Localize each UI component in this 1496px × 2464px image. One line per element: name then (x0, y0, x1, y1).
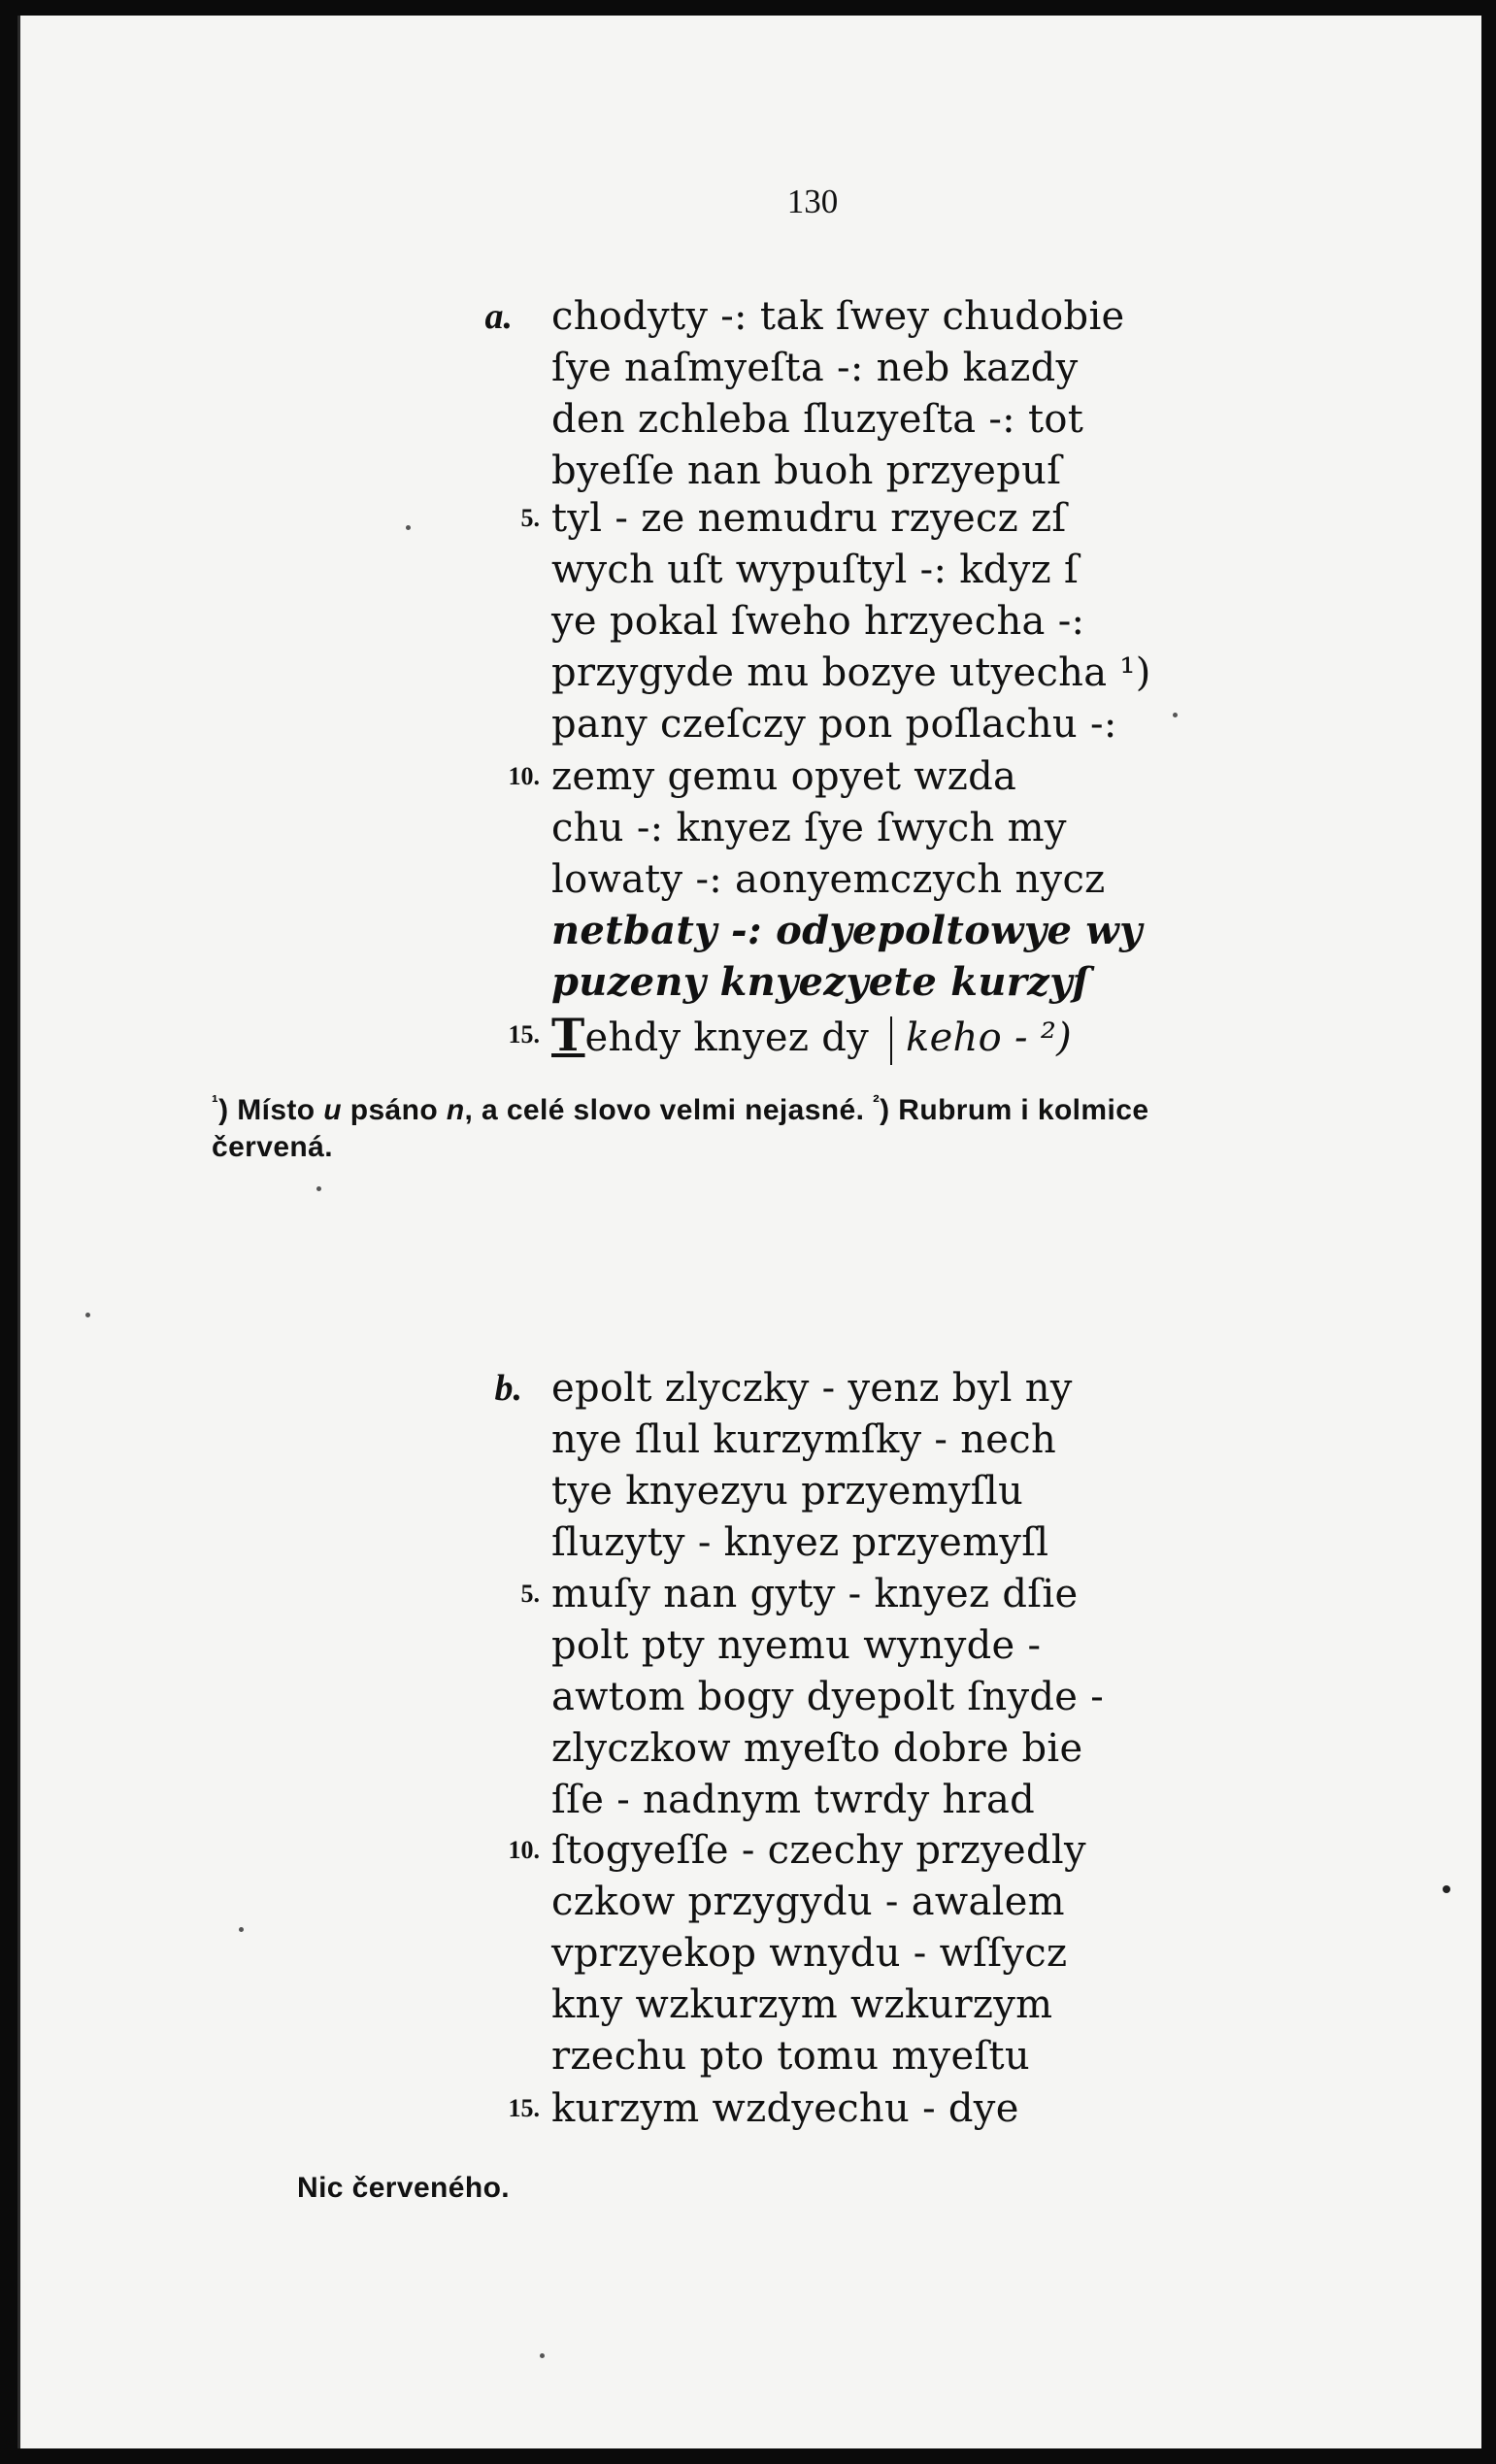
footnote-marker-1: ¹ (212, 1092, 219, 1114)
text-line: byeſſe nan buoh przyepuſ (551, 449, 1062, 493)
footnote-marker-2: ² (873, 1092, 881, 1114)
text-line: pany czeſczy pon poſlachu -: (551, 702, 1117, 747)
text-line: tye knyezyu przyemyſlu (551, 1469, 1024, 1514)
section-b-label: b. (494, 1368, 522, 1409)
text-line: zlyczkow myeſto dobre bie (551, 1726, 1083, 1771)
text-line: zemy gemu opyet wzda (551, 754, 1017, 799)
speck (1443, 1885, 1450, 1893)
section-b-note: Nic červeného. (297, 2172, 511, 2204)
footnote-text: , a celé slovo velmi nejasné. (464, 1094, 874, 1126)
text-line: chodyty -: tak ſwey chudobie (551, 294, 1125, 339)
text-line-rubric (551, 1010, 1072, 1060)
text-line: rzechu pto tomu myeſtu (551, 2034, 1030, 2079)
speck (85, 1313, 90, 1317)
speck (540, 2353, 545, 2358)
footnote-italic-u: u (323, 1094, 342, 1126)
text-line: ye pokal ſweho hrzyecha -: (551, 599, 1085, 644)
footnote-text: ) Místo (218, 1094, 324, 1126)
text-line: lowaty -: aonyemczych nycz (551, 857, 1106, 902)
text-line: muſy nan gyty - knyez dſie (551, 1572, 1079, 1616)
line-number-5: 5. (520, 1580, 540, 1608)
line-number-15: 15. (508, 2094, 540, 2122)
text-line: netbaty -: odyepoltowye wy (551, 908, 1143, 953)
text-line: tyl - ze nemudru rzyecz zſ (551, 496, 1067, 541)
text-line: ſtogyeſſe - czechy przyedly (551, 1828, 1086, 1873)
text-line: czkow przygydu - awalem (551, 1880, 1065, 1924)
text-line: awtom bogy dyepolt ſnyde - (551, 1675, 1105, 1719)
text-line: kny wzkurzym wzkurzym (551, 1982, 1053, 2027)
text-line: ſluzyty - knyez przyemyſl (551, 1520, 1049, 1565)
line-number-5: 5. (520, 504, 540, 532)
vertical-rule (890, 1016, 892, 1065)
page-number: 130 (786, 183, 839, 220)
text-line: polt pty nyemu wynyde - (551, 1623, 1042, 1668)
rubric-initial: T (551, 1009, 585, 1061)
text-line: chu -: knyez ſye ſwych my (551, 806, 1067, 850)
footnote-text: ) Rubrum i kolmice (880, 1094, 1149, 1126)
text-line: ſye naſmyeſta -: neb kazdy (551, 346, 1079, 390)
speck (239, 1927, 244, 1932)
speck (1173, 713, 1178, 717)
footnote-line-2: červená. (212, 1131, 333, 1163)
speck (316, 1186, 321, 1191)
section-a-label: a. (484, 296, 513, 337)
text-line: przygyde mu bozye utyecha ¹) (551, 650, 1151, 695)
line-number-15: 15. (508, 1020, 540, 1049)
text-line: vprzyekop wnydu - wſſycz (551, 1931, 1068, 1976)
text-line: ſſe - nadnym twrdy hrad (551, 1778, 1036, 1822)
rubric-text-after: keho - ²) (906, 1016, 1073, 1060)
line-number-10: 10. (508, 762, 540, 790)
footnote-text: psáno (341, 1094, 447, 1126)
text-line: epolt zlyczky - yenz byl ny (551, 1366, 1073, 1411)
text-line: wych uſt wypuſtyl -: kdyz ſ (551, 548, 1080, 592)
line-number-10: 10. (508, 1836, 540, 1864)
footnote-italic-n: n (446, 1094, 465, 1126)
rubric-text: ehdy knyez dy (584, 1016, 870, 1060)
text-line: nye ſlul kurzymſky - nech (551, 1417, 1057, 1462)
text-line: kurzym wzdyechu - dye (551, 2086, 1019, 2131)
speck (406, 525, 411, 530)
footnote (212, 1082, 1415, 1132)
text-line: den zchleba ſluzyeſta -: tot (551, 397, 1084, 442)
text-line: puzeny knyezyete kurzyſ (551, 959, 1090, 1005)
